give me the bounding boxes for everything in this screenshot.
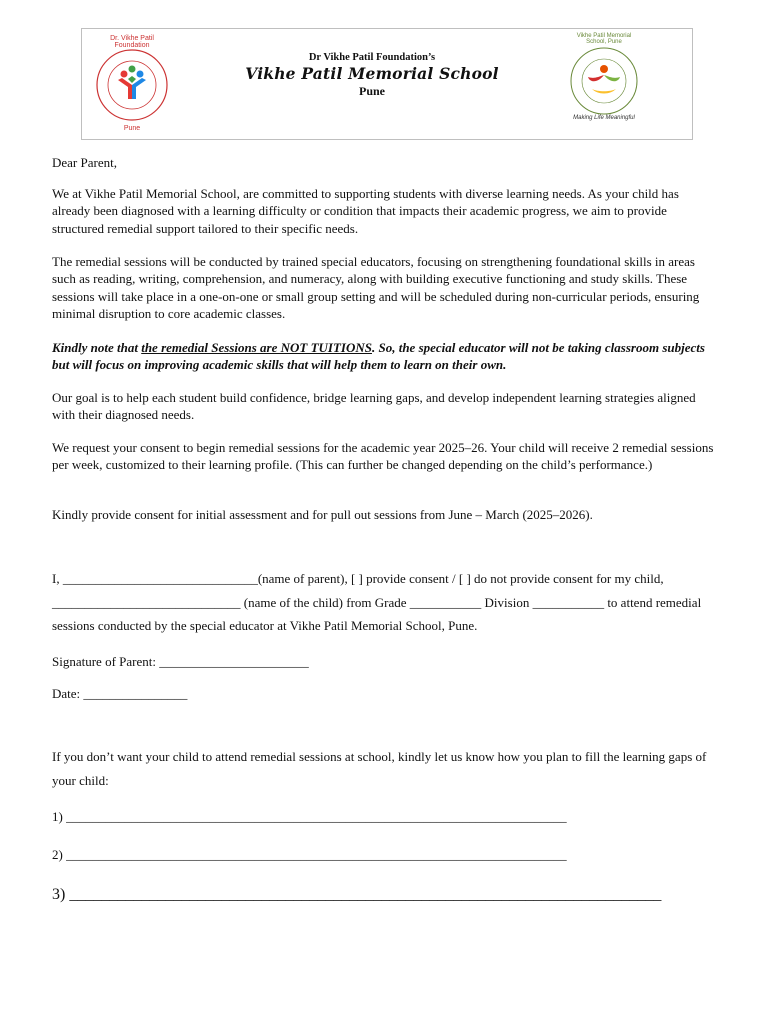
alternative-question: If you don’t want your child to attend remedial sessions at school, kindly let us know how you plan to fill the learning gaps of your child: xyxy=(52,749,707,788)
note-lead: Kindly note that xyxy=(52,340,142,355)
foundation-logo-icon xyxy=(94,47,170,123)
school-city: Pune xyxy=(358,84,385,98)
school-logo-icon xyxy=(568,45,640,117)
foundation-name: Dr Vikhe Patil Foundation’s xyxy=(308,52,436,63)
note-paragraph xyxy=(52,339,720,374)
logo-left-caption: Dr. Vikhe Patil Foundation xyxy=(110,35,154,49)
letterhead xyxy=(81,28,693,140)
note-rest: . So, the special educator will not be taking classroom subjects but will focus on improving academic skills that will help them to learn on their own. xyxy=(52,340,705,373)
salutation: Dear Parent, xyxy=(52,155,117,170)
paragraph-sessions: The remedial sessions will be conducted by trained special educators, focusing on strengthening foundational skills in areas such as reading, writing, comprehension, and numeracy, along with building executive functioning and study skills. These sessions will take place in a one-on-one or small group setting and will be scheduled during non-curricular periods, ensuring minimal disruption to core academic classes. xyxy=(52,254,700,321)
paragraph-goal: Our goal is to help each student build confidence, bridge learning gaps, and develop independent learning strategies aligned with their diagnosed needs. xyxy=(52,390,696,423)
paragraph-consent-period: Kindly provide consent for initial assessment and for pull out sessions from June – March (2025–2026). xyxy=(52,507,593,522)
date-line: Date: ________________ xyxy=(52,686,188,701)
consent-statement: I, ______________________________(name of parent), [ ] provide consent / [ ] do not provide consent for my child, _____________________________ (name of the child) from Grade ___________ Division ___________ to attend remedial sessions conducted by the special educator at Vikhe Patil Memorial School, Pune. xyxy=(52,571,702,633)
answer-line-2: 2) _____________________________________________________________________________ xyxy=(52,847,567,862)
paragraph-intro: We at Vikhe Patil Memorial School, are committed to supporting students with diverse learning needs. As your child has already been diagnosed with a learning difficulty or condition that impacts their academic progress, we aim to provide structured remedial support tailored to their specific needs. xyxy=(52,186,679,236)
answer-line-3: 3) __________________________________________________________________________ xyxy=(52,886,662,903)
logo-left-city: Pune xyxy=(123,125,141,132)
note-emphasis: the remedial Sessions are NOT TUITIONS xyxy=(141,340,372,355)
school-name: Vikhe Patil Memorial School xyxy=(245,64,499,83)
signature-line: Signature of Parent: _______________________ xyxy=(52,654,309,669)
answer-line-1: 1) _____________________________________________________________________________ xyxy=(52,809,567,824)
logo-right-caption: Vikhe Patil Memorial School, Pune xyxy=(576,33,632,45)
paragraph-request: We request your consent to begin remedial sessions for the academic year 2025–26. Your child will receive 2 remedial sessions per week, customized to their learning profile. (This can further be changed depending on the child’s performance.) xyxy=(52,440,714,473)
logo-right-motto: Making Life Meaningful xyxy=(573,115,635,121)
letterhead-text xyxy=(222,51,522,98)
